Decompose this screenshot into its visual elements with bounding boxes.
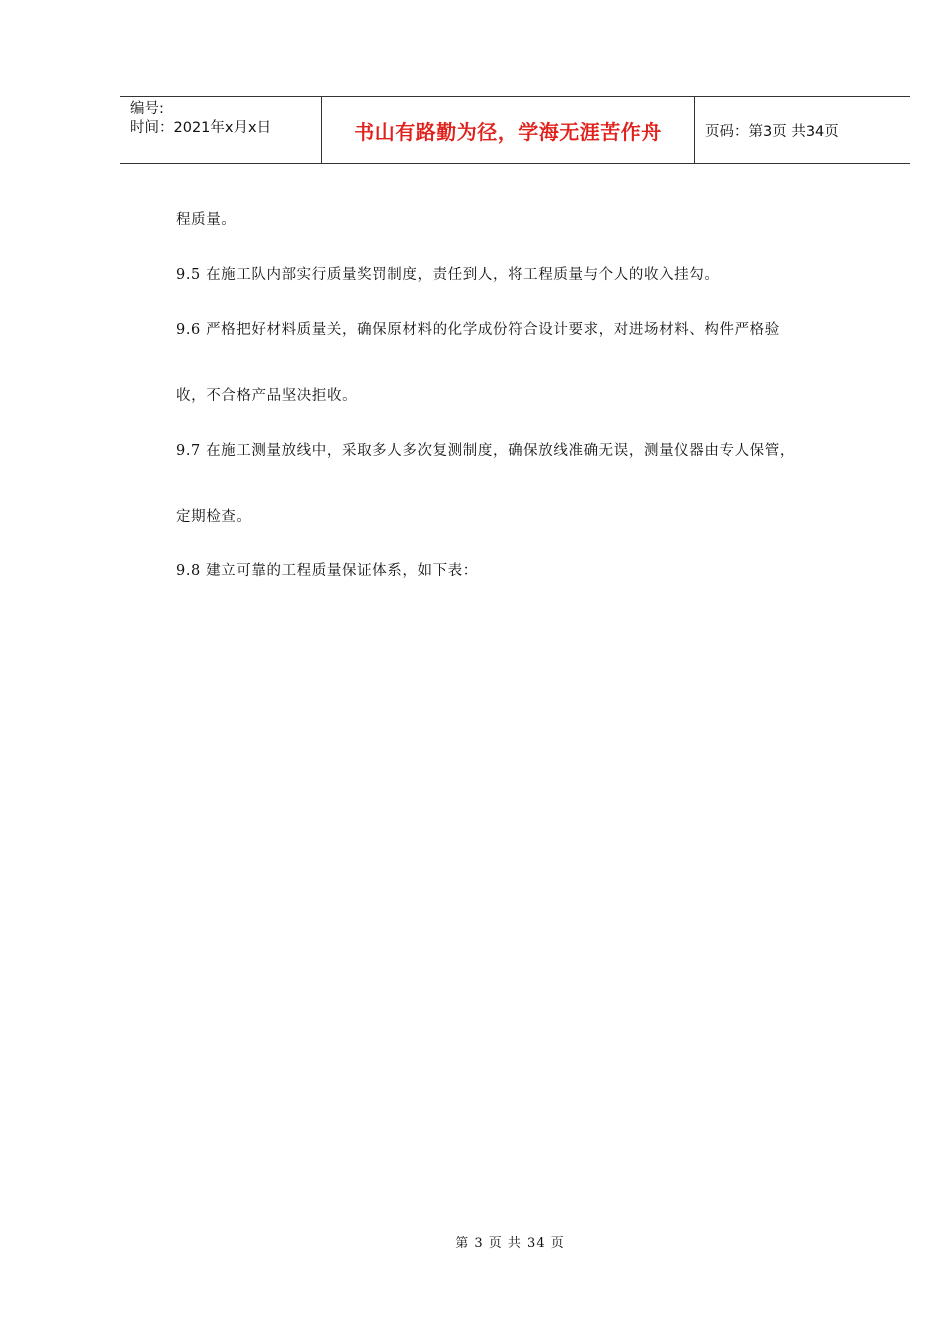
paragraph-line: 9.6 严格把好材料质量关，确保原材料的化学成份符合设计要求，对进场材料、构件严格验 — [176, 322, 780, 338]
paragraph-line: 9.5 在施工队内部实行质量奖罚制度，责任到人，将工程质量与个人的收入挂勾。 — [176, 267, 720, 283]
motto-text: 书山有路勤为径，学海无涯苦作舟 — [354, 119, 662, 144]
paragraph-line: 9.7 在施工测量放线中，采取多人多次复测制度，确保放线准确无误，测量仪器由专人保管， — [176, 443, 795, 459]
paragraph-line: 定期检查。 — [176, 509, 252, 525]
paragraph-line: 9.8 建立可靠的工程质量保证体系，如下表： — [176, 563, 478, 579]
header-page-cell — [695, 97, 910, 163]
document-time: 时间：2021年x月x日 — [130, 120, 272, 136]
paragraph-line: 程质量。 — [176, 212, 237, 228]
paragraph-line: 收，不合格产品坚决拒收。 — [176, 388, 358, 404]
header-meta-cell — [120, 97, 322, 163]
page-footer: 第 3 页 共 34 页 — [455, 1236, 565, 1251]
document-number: 编号: — [130, 101, 164, 117]
header-page-number: 页码：第3页 共34页 — [705, 123, 839, 140]
header-motto-cell — [322, 97, 695, 163]
document-header — [120, 96, 910, 164]
